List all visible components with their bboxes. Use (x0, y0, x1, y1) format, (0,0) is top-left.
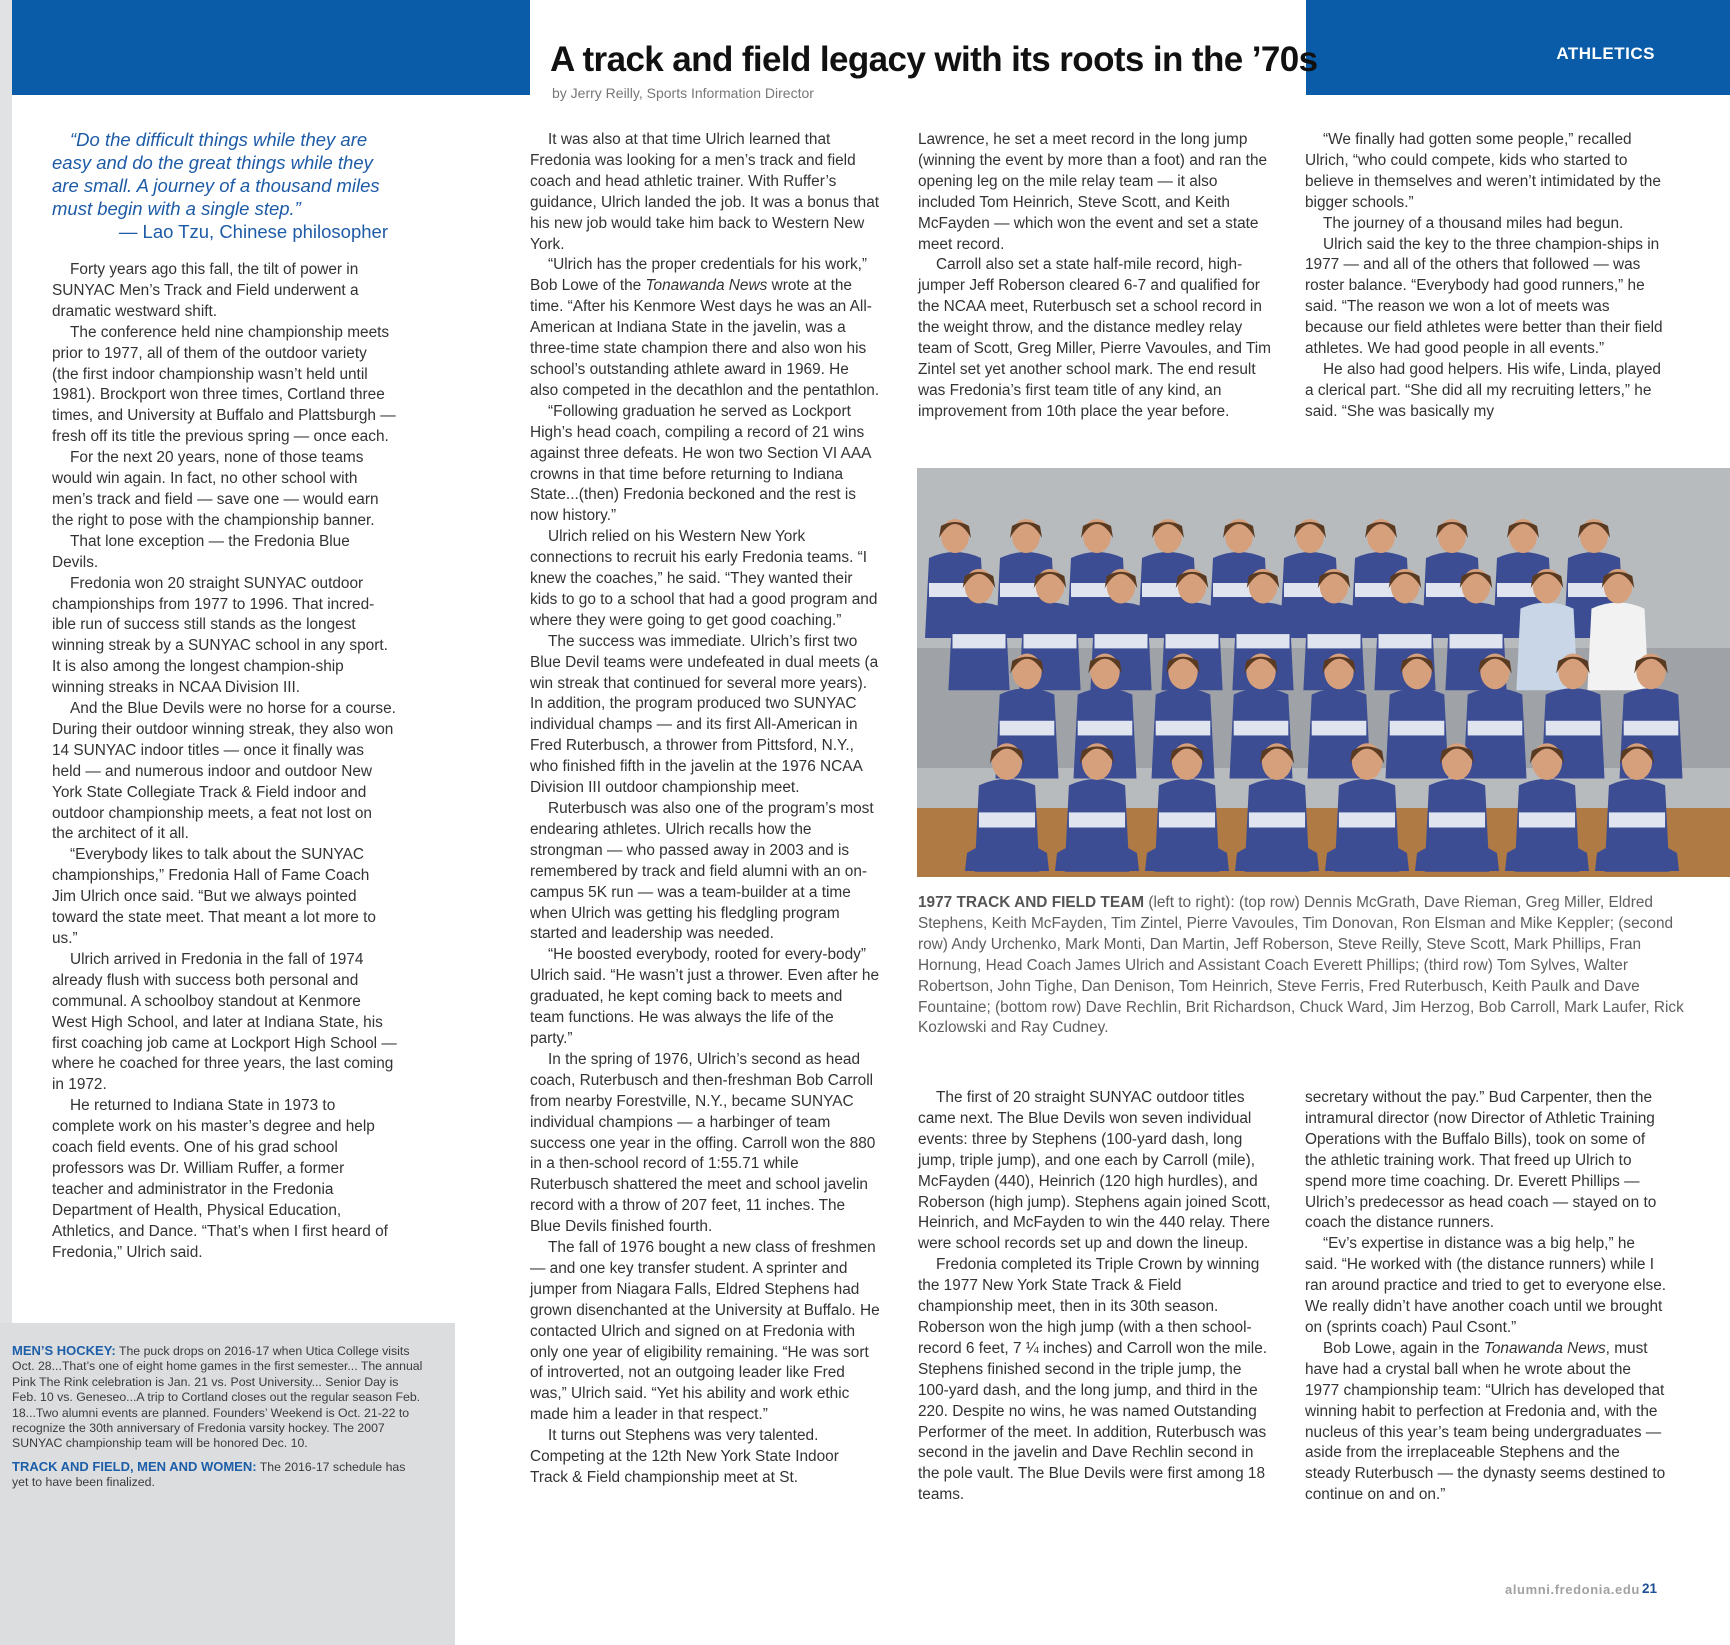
jersey-stripe (1390, 721, 1445, 736)
paragraph: Carroll also set a state half-mile record, high-jumper Jeff Roberson cleared 6-7 and qualified for the NCAA meet, Ruterbusch set a school record in the weight throw, and the distance medley relay team of Scott, Greg Miller, Pierre Vavoules, and Tim Zintel set yet another school mark. The end result was Fredonia’s first team title of any kind, an improvement from 10th place the year before. (918, 256, 1271, 420)
paragraph: Fredonia won 20 straight SUNYAC outdoor championships from 1977 to 1996. That incred-ible run of success still stands as the longest winning streak by a SUNYAC school in any sport. It is also among the longest champion-ship winning streaks in NCAA Division III. (52, 574, 388, 697)
paragraph: He returned to Indiana State in 1973 to complete work on his master’s degree and help coach field events. One of his grad school professors was Dr. William Ruffer, a former teacher and administrator in the Fredonia Department of Health, Physical Education, Athletics, and Dance. “That’s when I first heard of Fredonia,” Ulrich said. (52, 1097, 388, 1261)
jersey-stripe (1624, 721, 1679, 736)
paragraph: The journey of a thousand miles had begun. (1323, 214, 1624, 232)
brief-text: The 2016-17 schedule has yet to have been finalized. (12, 1459, 406, 1490)
brief-lead: MEN’S HOCKEY: (12, 1343, 116, 1358)
paragraph: Forty years ago this fall, the tilt of power in SUNYAC Men’s Track and Field underwent a dramatic westward shift. (52, 261, 359, 320)
paragraph: The conference held nine championship meets prior to 1977, all of them of the outdoor variety (the first indoor championship wasn’t held until 1981). Brockport won three times, Cortland three times, and University at Buffalo and Plattsburgh — fresh off its title the previous spring — once each. (52, 323, 396, 446)
publication-name: Tonawanda News (1483, 1339, 1606, 1357)
paragraph: He also had good helpers. His wife, Linda, played a clerical part. “She did all my recruiting letters,” he said. “She was basically my (1305, 360, 1661, 420)
jersey-stripe (1449, 634, 1502, 648)
jersey-stripe (1023, 634, 1076, 648)
article-column-2 (530, 130, 880, 1489)
footer-url: alumni.fredonia.edu (1505, 1582, 1640, 1597)
paragraph: “We finally had gotten some people,” recalled Ulrich, “who could compete, kids who started to believe in themselves and weren’t intimidated by the bigger schools.” (1305, 131, 1661, 211)
jersey-stripe (1546, 721, 1601, 736)
jersey-stripe (1234, 721, 1289, 736)
jersey-stripe (1339, 812, 1395, 827)
article-column-3-top (918, 130, 1273, 423)
text-run: “Ulrich has the proper credentials for his work,” Bob Lowe of the (530, 256, 868, 295)
text-run: Bob Lowe, again in the (1323, 1339, 1484, 1357)
paragraph: In the spring of 1976, Ulrich’s second as head coach, Ruterbusch and then-freshman Bob Carroll from nearby Forestville, N.Y., became SUNYAC individual champions — a harbinger of team success one year in the offing. Carroll won the 880 in a then-school record of 1:55.71 while Ruterbusch shattered the meet and school javelin record with a throw of 207 feet, 11 inches. The Blue Devils finished fourth. (530, 1050, 876, 1236)
jersey-stripe (952, 634, 1005, 648)
team-photo-image (917, 468, 1730, 877)
byline: by Jerry Reilly, Sports Information Director (552, 85, 814, 101)
publication-name: Tonawanda News (645, 277, 768, 295)
jersey-stripe (1378, 634, 1431, 648)
photo-caption (918, 893, 1688, 1039)
article-headline: A track and field legacy with its roots in the ’70s (550, 40, 1318, 79)
paragraph: “Ev’s expertise in distance was a big help,” he said. “He worked with (the distance runners) while I ran around practice and tried to get to everyone else. We really didn’t have another coach until we brought on (sprints coach) Paul Csont.” (1305, 1235, 1667, 1336)
paragraph: Ulrich said the key to the three champion-ships in 1977 — and all of the others that followed — was roster balance. “Everybody had good runners,” he said. “The reason we won a lot of meets was because our field athletes were better than their field athletes. We had good people in all events.” (1305, 235, 1663, 358)
paragraph: “He boosted everybody, rooted for every-body” Ulrich said. “He wasn’t just a thrower. Even after he graduated, he kept coming back to meets and team functions. He was always the life of the party.” (530, 946, 880, 1047)
jersey-stripe (1249, 812, 1305, 827)
paragraph: That lone exception — the Fredonia Blue Devils. (52, 532, 350, 571)
caption-names: (left to right): (top row) Dennis McGrath, Dave Rieman, Greg Miller, Eldred Stephens, Keith McFayden, Tim Zintel, Pierre Vavoules, Tim Donovan, Ron Elsman and Mike Keppler; (second row) Andy Urchenko, Mark Monti, Dan Martin, Jeff Roberson, Steve Reilly, Steve Scott, Mark Phillips, Fran Hornung, Head Coach James Ulrich and Assistant Coach Everett Phillips; (third row) Tom Sylves, Walter Robertson, John Tighe, Dan Denison, Tom Heinrich, Steve Ferris, Fred Ruterbusch, Keith Paulk and Dave Fountaine; (bottom row) Dave Rechlin, Brit Richardson, Chuck Ward, Jim Herzog, Bob Carroll, Mark Laufer, Rick Kozlowski and Ray Cudney. (918, 894, 1684, 1037)
article-column-4-top (1305, 130, 1667, 423)
text-run: wrote at the time. “After his Kenmore West days he was an All-American at Indiana State in the javelin, was a three-time state champion there and also won his school’s outstanding athlete award in 1969. He also competed in the decathlon and the pentathlon. (530, 277, 880, 399)
paragraph: The fall of 1976 bought a new class of freshmen — and one key transfer student. A sprinter and jumper from Niagara Falls, Eldred Stephens had grown disenchanted at the University at Buffalo. He contacted Ulrich and signed on at Fredonia with only one year of eligibility remaining. “He was sort of introverted, not an outgoing leader like Fred was,” Ulrich said. “Yet his ability and work ethic made him a leader in that respect.” (530, 1239, 880, 1424)
brief-item (12, 1459, 425, 1491)
paragraph: Fredonia completed its Triple Crown by winning the 1977 New York State Track & Field championship meet, then in its 30th season. Roberson won the high jump (with a then school-record 6 feet, 7 ¼ inches) and Carroll won the mile. Stephens finished second in the triple jump, the 100-yard dash, and the long jump, and third in the 220. Despite no wins, he was named Outstanding Performer of the meet. In addition, Ruterbusch was second in the javelin and Dave Rechlin second in the pole vault. The Blue Devils were first among 18 teams. (918, 1256, 1268, 1504)
header-band-left (12, 0, 530, 95)
jersey-stripe (1069, 812, 1125, 827)
article-column-3-bottom (918, 1088, 1273, 1506)
paragraph (530, 255, 880, 401)
section-label: ATHLETICS (1556, 44, 1655, 63)
jersey-stripe (1312, 721, 1367, 736)
jersey-stripe (1159, 812, 1215, 827)
pull-quote-attribution: — Lao Tzu, Chinese philosopher (118, 221, 388, 242)
paragraph: Lawrence, he set a meet record in the long jump (winning the event by more than a foot) and ran the opening leg on the mile relay team — it also included Tom Heinrich, Steve Scott, and Keith McFayden — which won the event and set a state meet record. (918, 131, 1268, 253)
jersey-stripe (1156, 721, 1211, 736)
article-column-4-bottom (1305, 1088, 1667, 1506)
brief-text: The puck drops on 2016-17 when Utica College visits Oct. 28...That’s one of eight home games in the first semester... The annual Pink The Rink celebration is Jan. 21 vs. Post University... Senior Day is Feb. 10 vs. Geneseo...A trip to Cortland closes out the regular season Feb. 18...Two alumni events are planned. Founders’ Weekend is Oct. 21-22 to recognize the 30th anniversary of Fredonia varsity hockey. The 2007 SUNYAC championship team will be honored Dec. 10. (12, 1344, 423, 1451)
paragraph: The first of 20 straight SUNYAC outdoor titles came next. The Blue Devils won seven individual events: three by Stephens (100-yard dash, long jump, triple jump), and one each by Carroll (mile), McFayden (440), Heinrich (120 high hurdles), and Roberson (high jump). Stephens again joined Scott, Heinrich, and McFayden to win the 440 relay. There were school records set up and down the lineup. (918, 1089, 1271, 1253)
article-column-1 (52, 260, 397, 1264)
paragraph: Ruterbusch was also one of the program’s most endearing athletes. Ulrich recalls how the strongman — who passed away in 2003 and is remembered by track and field alumni with an on-campus 5K run — was a team-builder at a time when Ulrich was getting his fledgling program started and leadership was needed. (530, 800, 874, 943)
paragraph: Ulrich relied on his Western New York connections to recruit his early Fredonia teams. “I knew the coaches,” he said. “They wanted their kids to go to a school that had a good program and where they were going to get good coaching.” (530, 528, 878, 629)
paragraph (1305, 1339, 1667, 1506)
jersey-stripe (1236, 634, 1289, 648)
caption-title: 1977 TRACK AND FIELD TEAM (918, 894, 1145, 911)
pull-quote-text: “Do the difficult things while they are easy and do the great things while they are small. A journey of a thousand miles must begin with a single step.” (52, 129, 380, 219)
text-run: , must have had a crystal ball when he wrote about the 1977 championship team: “Ulrich has developed that winning habit to perfection at Fredonia and, with the nucleus of this year’s team being undergraduates — aside from the irreplaceable Stephens and the steady Ruterbusch — the dynasty seems destined to continue on and on.” (1305, 1339, 1666, 1504)
jersey-stripe (1094, 634, 1147, 648)
pull-quote (52, 128, 392, 243)
jersey-stripe (1078, 721, 1133, 736)
jersey-stripe (1000, 721, 1055, 736)
jersey-stripe (1519, 812, 1575, 827)
paragraph: Ulrich arrived in Fredonia in the fall of 1974 already flush with success both personal and communal. A schoolboy standout at Kenmore West High School, and later at Indiana State, his first coaching job came at Lockport High School — where he coached for three years, the last coming in 1972. (52, 950, 397, 1094)
jersey-stripe (979, 812, 1035, 827)
jersey-stripe (1468, 721, 1523, 736)
page-number: 21 (1642, 1581, 1658, 1596)
paragraph: For the next 20 years, none of those teams would win again. In fact, no other school with men’s track and field — save one — would earn the right to pose with the championship banner. (52, 449, 379, 529)
brief-lead: TRACK AND FIELD, MEN AND WOMEN: (12, 1458, 257, 1474)
paragraph: It turns out Stephens was very talented. Competing at the 12th New York State Indoor Track & Field championship meet at St. (530, 1427, 839, 1486)
jersey-stripe (1307, 634, 1360, 648)
paragraph: “Following graduation he served as Lockport High’s head coach, compiling a record of 21 wins against three defeats. He won two Section VI AAA crowns in that time before returning to Indiana State...(then) Fredonia beckoned and the rest is now history.” (530, 402, 871, 525)
jersey-stripe (1609, 812, 1665, 827)
paragraph: “Everybody likes to talk about the SUNYAC championships,” Fredonia Hall of Fame Coach Jim Ulrich once said. “But we always pointed toward the state meet. That meant a lot more to us.” (52, 846, 376, 947)
jersey-stripe (1165, 634, 1218, 648)
paragraph: And the Blue Devils were no horse for a course. During their outdoor winning streak, they also won 14 SUNYAC indoor titles — once it finally was held — and numerous indoor and outdoor New York State Collegiate Track & Field indoor and outdoor championship meets, a feat not lost on the architect of it all. (52, 700, 396, 843)
paragraph: The success was immediate. Ulrich’s first two Blue Devil teams were undefeated in dual meets (a win streak that continued for several more years). In addition, the program produced two SUNYAC individual champs — and its first All-American in Fred Ruterbusch, a thrower from Pittsford, N.Y., who finished fifth in the javelin at the 1976 NCAA Division III outdoor championship meet. (530, 632, 879, 797)
brief-item (12, 1343, 425, 1452)
paragraph: It was also at that time Ulrich learned that Fredonia was looking for a men’s track and field coach and head athletic trainer. With Ruffer’s guidance, Ulrich landed the job. It was a bonus that his new job would take him back to Western New York. (530, 131, 880, 253)
paragraph: secretary without the pay.” Bud Carpenter, then the intramural director (now Director of Athletic Training Operations with the Buffalo Bills), took on some of the athletic training work. That freed up Ulrich to spend more time coaching. Dr. Everett Phillips — Ulrich’s predecessor as head coach — stayed on to coach the distance runners. (1305, 1089, 1657, 1232)
sports-briefs-sidebar (0, 1323, 455, 1645)
jersey-stripe (1429, 812, 1485, 827)
team-photo (917, 468, 1730, 877)
